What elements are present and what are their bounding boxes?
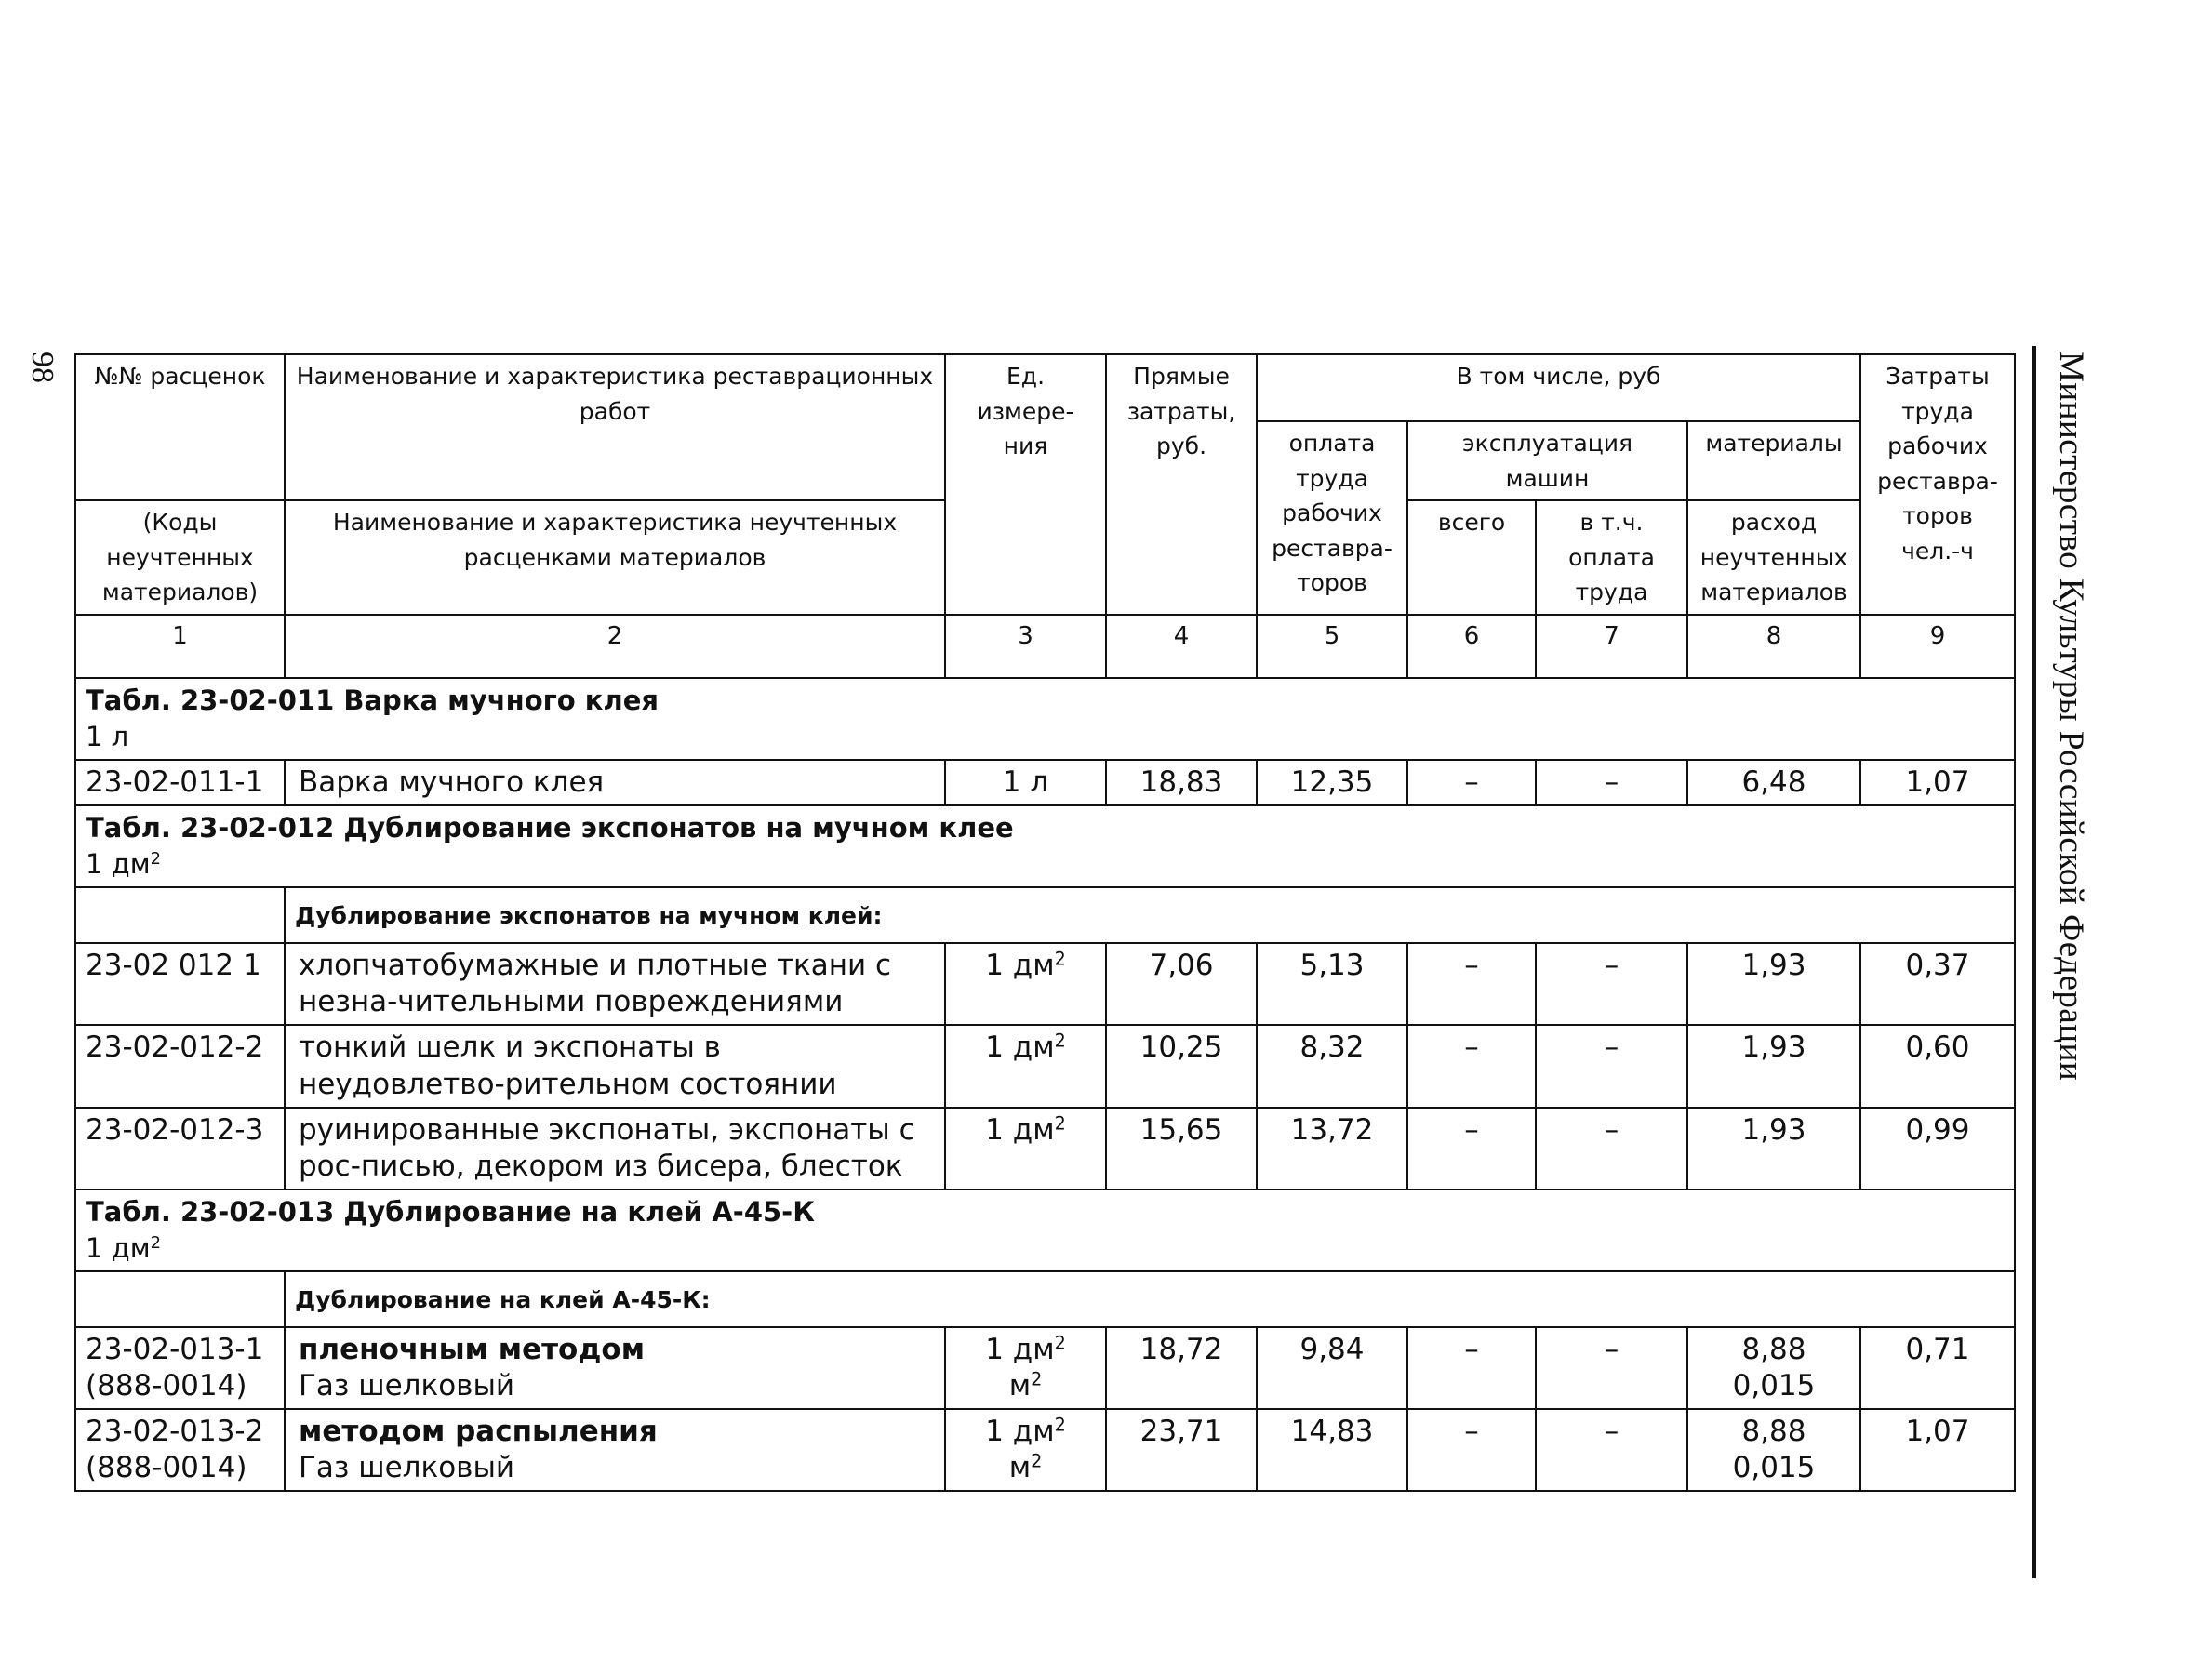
labor-hours: 0,71 bbox=[1860, 1327, 2015, 1409]
direct-cost: 15,65 bbox=[1106, 1108, 1257, 1190]
table-row bbox=[75, 1108, 2015, 1190]
work-name: тонкий шелк и экспонаты в неудовлетво-рительном состоянии bbox=[285, 1025, 945, 1107]
header-col5: оплата труда рабочих реставра-торов bbox=[1257, 421, 1407, 615]
work-name: руинированные экспонаты, экспонаты с рос-писью, декором из бисера, блесток bbox=[285, 1108, 945, 1190]
header-col1-top: №№ расценок bbox=[75, 354, 285, 500]
section-heading bbox=[75, 678, 2015, 760]
rate-code bbox=[75, 1409, 285, 1491]
work-name: хлопчатобумажные и плотные ткани с незна-чительными повреждениями bbox=[285, 943, 945, 1025]
work-name: Варка мучного клея bbox=[285, 760, 945, 805]
machines-labor: – bbox=[1536, 1409, 1687, 1491]
table-row bbox=[75, 760, 2015, 805]
material-quantity: 0,015 bbox=[1732, 1369, 1816, 1403]
header-col8-top: материалы bbox=[1687, 421, 1860, 500]
section-unit: 1 л bbox=[86, 720, 129, 752]
column-number: 4 bbox=[1106, 615, 1257, 678]
column-number: 5 bbox=[1257, 615, 1407, 678]
group-label-row bbox=[75, 887, 2015, 943]
rate-code-value: 23-02-013-1 bbox=[86, 1333, 264, 1367]
column-number: 8 bbox=[1687, 615, 1860, 678]
unit: 1 $дм^2$ $м^2$ bbox=[945, 1409, 1106, 1491]
section-cell bbox=[75, 805, 2015, 887]
empty-cell bbox=[75, 1271, 285, 1327]
materials-cost: 8,88 0,015 bbox=[1687, 1409, 1860, 1491]
materials-cost: 1,93 bbox=[1687, 1025, 1860, 1107]
materials-cost: 8,88 0,015 bbox=[1687, 1327, 1860, 1409]
direct-cost: 18,72 bbox=[1106, 1327, 1257, 1409]
labor-cost: 13,72 bbox=[1257, 1108, 1407, 1190]
section-title: Табл. 23-02-012 Дублирование экспонатов на мучном клее bbox=[86, 811, 1014, 844]
header-group-machines: эксплуатация машин bbox=[1407, 421, 1687, 500]
materials-cost: 1,93 bbox=[1687, 1108, 1860, 1190]
labor-hours: 1,07 bbox=[1860, 760, 2015, 805]
rate-code: 23-02-012-3 bbox=[75, 1108, 285, 1190]
group-label-row bbox=[75, 1271, 2015, 1327]
machines-total: – bbox=[1407, 1108, 1536, 1190]
material-code: (888-0014) bbox=[86, 1451, 247, 1485]
machines-labor: – bbox=[1536, 1108, 1687, 1190]
header-col4: Прямые затраты, руб. bbox=[1106, 354, 1257, 615]
section-unit: 1 $дм^2$ bbox=[86, 1231, 162, 1264]
page-number: 98 bbox=[25, 352, 60, 383]
empty-cell bbox=[75, 887, 285, 943]
rate-code-value: 23-02-013-2 bbox=[86, 1415, 264, 1449]
labor-cost: 12,35 bbox=[1257, 760, 1407, 805]
header-col7: в т.ч. оплата труда bbox=[1536, 500, 1687, 615]
direct-cost: 23,71 bbox=[1106, 1409, 1257, 1491]
method-name: методом распыления bbox=[299, 1415, 658, 1449]
table-row bbox=[75, 943, 2015, 1025]
column-number: 3 bbox=[945, 615, 1106, 678]
header-row-1 bbox=[75, 354, 2015, 421]
labor-cost: 5,13 bbox=[1257, 943, 1407, 1025]
material-name: Газ шелковый bbox=[299, 1451, 515, 1485]
machines-labor: – bbox=[1536, 943, 1687, 1025]
machines-labor: – bbox=[1536, 760, 1687, 805]
rate-code: 23-02-012-2 bbox=[75, 1025, 285, 1107]
machines-total: – bbox=[1407, 1327, 1536, 1409]
section-heading bbox=[75, 805, 2015, 887]
header-col6: всего bbox=[1407, 500, 1536, 615]
materials-cost: 1,93 bbox=[1687, 943, 1860, 1025]
section-title: Табл. 23-02-013 Дублирование на клей А-45-К bbox=[86, 1195, 815, 1228]
header-col8-bottom: расход неучтенных материалов bbox=[1687, 500, 1860, 615]
unit: 1 л bbox=[945, 760, 1106, 805]
rate-code: 23-02-011-1 bbox=[75, 760, 285, 805]
header-col9: Затраты труда рабочих реставра-торов чел.-ч bbox=[1860, 354, 2015, 615]
machines-total: – bbox=[1407, 1409, 1536, 1491]
table-row bbox=[75, 1327, 2015, 1409]
group-label: Дублирование на клей А-45-К: bbox=[285, 1271, 2015, 1327]
header-col1-bottom: (Коды неучтенных материалов) bbox=[75, 500, 285, 615]
unit: 1 $дм^2$ bbox=[945, 1108, 1106, 1190]
group-label: Дублирование экспонатов на мучном клей: bbox=[285, 887, 2015, 943]
work-name bbox=[285, 1409, 945, 1491]
section-cell bbox=[75, 1190, 2015, 1271]
unit: 1 $дм^2$ bbox=[945, 943, 1106, 1025]
header-col3: Ед. измере-ния bbox=[945, 354, 1106, 615]
labor-cost: 9,84 bbox=[1257, 1327, 1407, 1409]
column-number: 6 bbox=[1407, 615, 1536, 678]
unit: 1 $дм^2$ bbox=[945, 1025, 1106, 1107]
section-unit: 1 $дм^2$ bbox=[86, 847, 162, 880]
machines-total: – bbox=[1407, 943, 1536, 1025]
machines-total: – bbox=[1407, 1025, 1536, 1107]
table-row bbox=[75, 1025, 2015, 1107]
section-title: Табл. 23-02-011 Варка мучного клея bbox=[86, 684, 660, 716]
material-quantity: 0,015 bbox=[1732, 1451, 1816, 1485]
rate-code bbox=[75, 1327, 285, 1409]
material-code: (888-0014) bbox=[86, 1369, 247, 1403]
ministry-side-title: Министерство Культуры Российской Федерации bbox=[2052, 352, 2090, 1082]
header-group: В том числе, руб bbox=[1257, 354, 1860, 421]
direct-cost: 10,25 bbox=[1106, 1025, 1257, 1107]
labor-hours: 1,07 bbox=[1860, 1409, 2015, 1491]
machines-total: – bbox=[1407, 760, 1536, 805]
labor-cost: 8,32 bbox=[1257, 1025, 1407, 1107]
material-name: Газ шелковый bbox=[299, 1369, 515, 1403]
section-heading bbox=[75, 1190, 2015, 1271]
materials-cost: 6,48 bbox=[1687, 760, 1860, 805]
labor-cost: 14,83 bbox=[1257, 1409, 1407, 1491]
rate-code: 23-02 012 1 bbox=[75, 943, 285, 1025]
table-row bbox=[75, 1409, 2015, 1491]
method-name: пленочным методом bbox=[299, 1333, 646, 1367]
column-number: 7 bbox=[1536, 615, 1687, 678]
section-cell bbox=[75, 678, 2015, 760]
machines-labor: – bbox=[1536, 1025, 1687, 1107]
column-number: 2 bbox=[285, 615, 945, 678]
header-col2-bottom: Наименование и характеристика неучтенных расценками материалов bbox=[285, 500, 945, 615]
header-col2-top: Наименование и характеристика реставрационных работ bbox=[285, 354, 945, 500]
labor-hours: 0,60 bbox=[1860, 1025, 2015, 1107]
price-table bbox=[74, 353, 2016, 1492]
column-number: 9 bbox=[1860, 615, 2015, 678]
unit: 1 $дм^2$ $м^2$ bbox=[945, 1327, 1106, 1409]
column-number: 1 bbox=[75, 615, 285, 678]
machines-labor: – bbox=[1536, 1327, 1687, 1409]
direct-cost: 18,83 bbox=[1106, 760, 1257, 805]
work-name bbox=[285, 1327, 945, 1409]
direct-cost: 7,06 bbox=[1106, 943, 1257, 1025]
labor-hours: 0,99 bbox=[1860, 1108, 2015, 1190]
labor-hours: 0,37 bbox=[1860, 943, 2015, 1025]
column-numbers-row bbox=[75, 615, 2015, 678]
